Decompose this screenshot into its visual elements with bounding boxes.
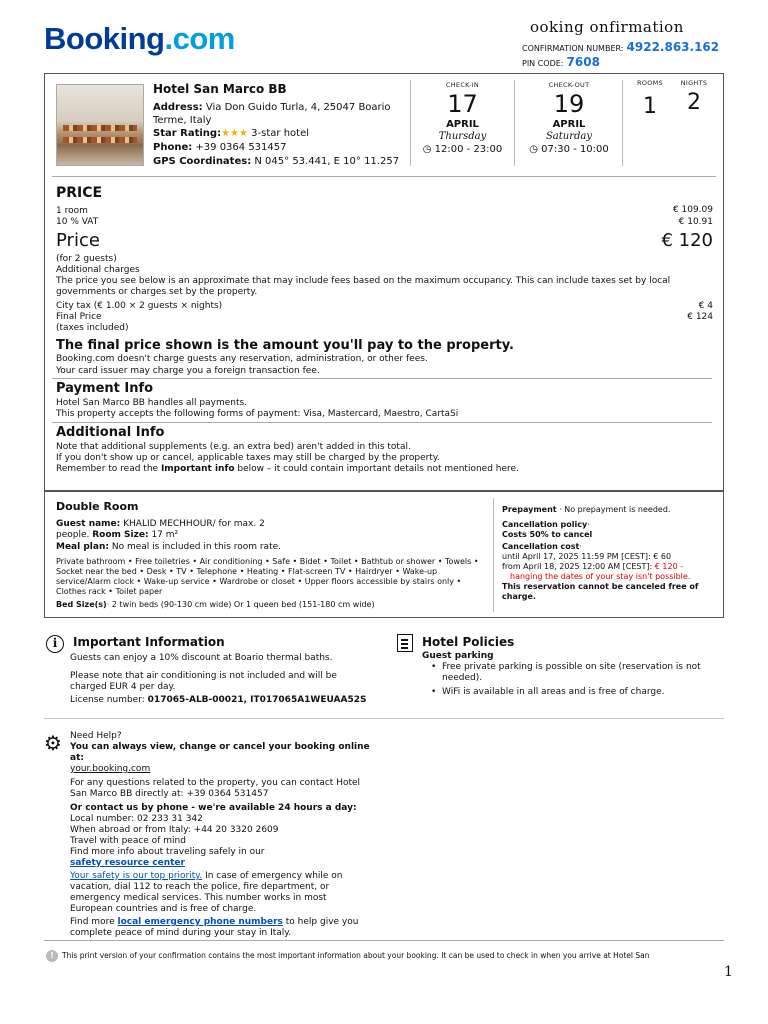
document-icon xyxy=(397,634,413,652)
help-section: Need Help? You can always view, change or cancel your booking online at: your.booking.com For any questions related to the property, you can contact Hotel San Marco BB directly at: +39 0364 531457 Or contact us by phone - we're available 24 hours a day: Local number: 02 233 31 342 When abroad or from Italy: +44 20 3320 2609 Travel with peace of mind Find more info about traveling safely in our safety resource center Your safety is our top priority. In case of emergency while on vacation, dial 112 to reach the police, fire department, or emergency medical services. This number works in most European countries and is free of charge. Find more local emergency phone numbers to help give you complete peace of mind during your stay in Italy. xyxy=(70,731,370,938)
gps-coordinates: GPS Coordinates: N 045° 53.441, E 10° 11.257 xyxy=(153,156,400,167)
room-amenities: Private bathroom • Free toiletries • Air conditioning • Safe • Bidet • Toilet • Bathtub or shower • Towels • Socket near the bed • Desk • TV • Telephone • Heating • Flat-screen TV • Hairdryer • Wake-up service/Alarm clock • Wake-up service • Wardrobe or closet • Upper floors accessible by stairs only • Clothes rack • Toilet paper xyxy=(56,557,479,596)
gear-icon: ⚙ xyxy=(44,731,62,755)
price-heading: PRICE xyxy=(56,185,103,201)
notice-icon: ! xyxy=(46,950,58,962)
room-type: Double Room xyxy=(56,500,139,513)
info-icon: i xyxy=(46,635,64,653)
payment-info-heading: Payment Info xyxy=(56,381,154,396)
clock-icon: ◷ xyxy=(529,143,538,155)
hotel-policies-heading: Hotel Policies xyxy=(422,635,515,649)
bed-size: Bed Size(s)· 2 twin beds (90-130 cm wide) Or 1 queen bed (151-180 cm wide) xyxy=(56,600,375,609)
hotel-photo xyxy=(56,84,144,166)
hotel-name: Hotel San Marco BB xyxy=(153,82,287,96)
safety-center-link[interactable]: safety resource center xyxy=(70,858,185,868)
safety-priority-link[interactable]: Your safety is our top priority. xyxy=(70,871,203,881)
cancellation-info: Prepayment · No prepayment is needed. Cancellation policy· Costs 50% to cancel Cancellation cost· until April 17, 2025 11:59 PM [CEST]: € 60 from April 18, 2025 12:00 AM [CEST]: € 120 - hanging the dates of your stay isn't possible. This reservation cannot be canceled free of charge. xyxy=(502,505,699,601)
guest-name: Guest name: KHALID MECHHOUR/ for max. 2 people. Room Size: 17 m² xyxy=(56,519,265,540)
emergency-numbers-link[interactable]: local emergency phone numbers xyxy=(117,917,283,927)
confirmation-title: ooking onfirmation xyxy=(530,18,684,36)
price-total: € 120 xyxy=(661,230,713,251)
booking-logo: Booking.com xyxy=(44,21,235,56)
policies-list xyxy=(428,662,718,698)
check-out: CHECK-OUT 19 APRIL Saturday ◷ 07:30 - 10:00 xyxy=(529,81,609,155)
pin-code: PIN CODE: 7608 xyxy=(522,55,600,69)
final-price-notice: The final price shown is the amount you'll pay to the property. xyxy=(56,338,514,353)
hotel-phone: Phone: +39 0364 531457 xyxy=(153,142,287,153)
list-item: • Free private parking is possible on site (reservation is not needed). xyxy=(428,662,718,684)
rooms-count: ROOMS 1 xyxy=(637,79,663,119)
license-number: License number: 017065-ALB-00021, IT017065A1WEUAA52S xyxy=(70,695,367,705)
list-item: • WiFi is available in all areas and is free of charge. xyxy=(428,687,718,698)
page-number: 1 xyxy=(724,964,733,980)
price-label: Price xyxy=(56,230,100,251)
manage-booking-link[interactable]: your.booking.com xyxy=(70,764,151,774)
hotel-address: Address: Via Don Guido Turla, 4, 25047 Boario Terme, Italy xyxy=(153,102,391,126)
additional-info-heading: Additional Info xyxy=(56,425,165,440)
meal-plan: Meal plan: No meal is included in this room rate. xyxy=(56,542,281,552)
footer-note: This print version of your confirmation contains the most important information about your booking. It can be used to check in when you arrive at Hotel San xyxy=(62,951,650,960)
important-info-heading: Important Information xyxy=(73,635,225,649)
check-in: CHECK-IN 17 APRIL Thursday ◷ 12:00 - 23:00 xyxy=(422,81,503,155)
clock-icon: ◷ xyxy=(422,143,432,155)
star-rating: Star Rating:★★★ 3-star hotel xyxy=(153,128,309,139)
star-icon: ★★★ xyxy=(221,128,248,139)
nights-count: NIGHTS 2 xyxy=(680,79,708,115)
confirmation-number: CONFIRMATION NUMBER: 4922.863.162 xyxy=(522,40,720,54)
